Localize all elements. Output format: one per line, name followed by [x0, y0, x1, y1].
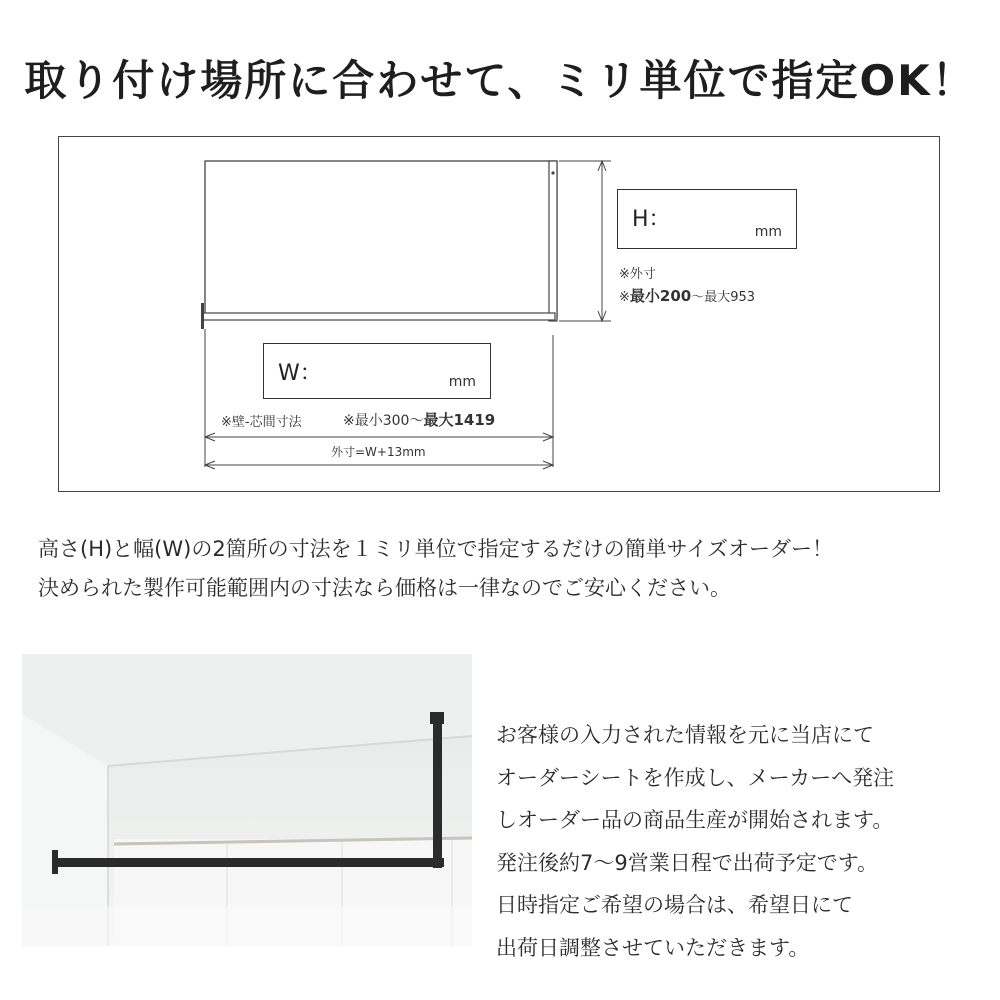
info-line-1: お客様の入力された情報を元に当店にて	[496, 723, 874, 747]
headline: 取り付け場所に合わせて、ミリ単位で指定OK！	[24, 56, 976, 105]
order-process-info	[496, 714, 894, 969]
width-note-range: ※最小300～最大1419	[343, 411, 496, 429]
width-label: W：	[278, 361, 322, 386]
info-line-2: オーダーシートを作成し、メーカーへ発注	[496, 765, 895, 790]
info-line-4: 発注後約7～9営業日程で出荷予定です。	[496, 850, 879, 875]
width-note-wall-center: ※壁-芯間寸法	[221, 415, 302, 430]
info-line-6: 出荷日調整させていただきます。	[496, 935, 810, 960]
product-photo	[22, 654, 472, 946]
height-input-box	[617, 189, 797, 249]
height-unit: mm	[754, 224, 782, 240]
outer-dimension-label: 外寸=W+13mm	[327, 443, 430, 460]
size-diagram	[58, 136, 940, 492]
horizontal-bar	[203, 313, 555, 320]
width-unit: mm	[448, 374, 476, 390]
height-note-range: ※最小200～最大953	[619, 287, 756, 305]
description-line-2: 決められた製作可能範囲内の寸法なら価格は一律なのでご安心ください。	[38, 576, 731, 600]
description-line-1: 高さ(H)と幅(W)の2箇所の寸法を１ミリ単位で指定するだけの簡単サイズオーダー！	[38, 537, 834, 561]
info-line-5: 日時指定ご希望の場合は、希望日にて	[496, 893, 853, 917]
height-note-outer: ※外寸	[619, 267, 656, 282]
size-order-description	[38, 530, 978, 608]
hanger-bar-drawing	[59, 137, 939, 491]
vertical-post	[549, 161, 557, 321]
height-label: H：	[632, 207, 671, 232]
info-line-3: しオーダー品の商品生産が開始されます。	[496, 808, 894, 832]
hanger-outline	[205, 161, 557, 319]
width-input-box	[263, 343, 491, 399]
